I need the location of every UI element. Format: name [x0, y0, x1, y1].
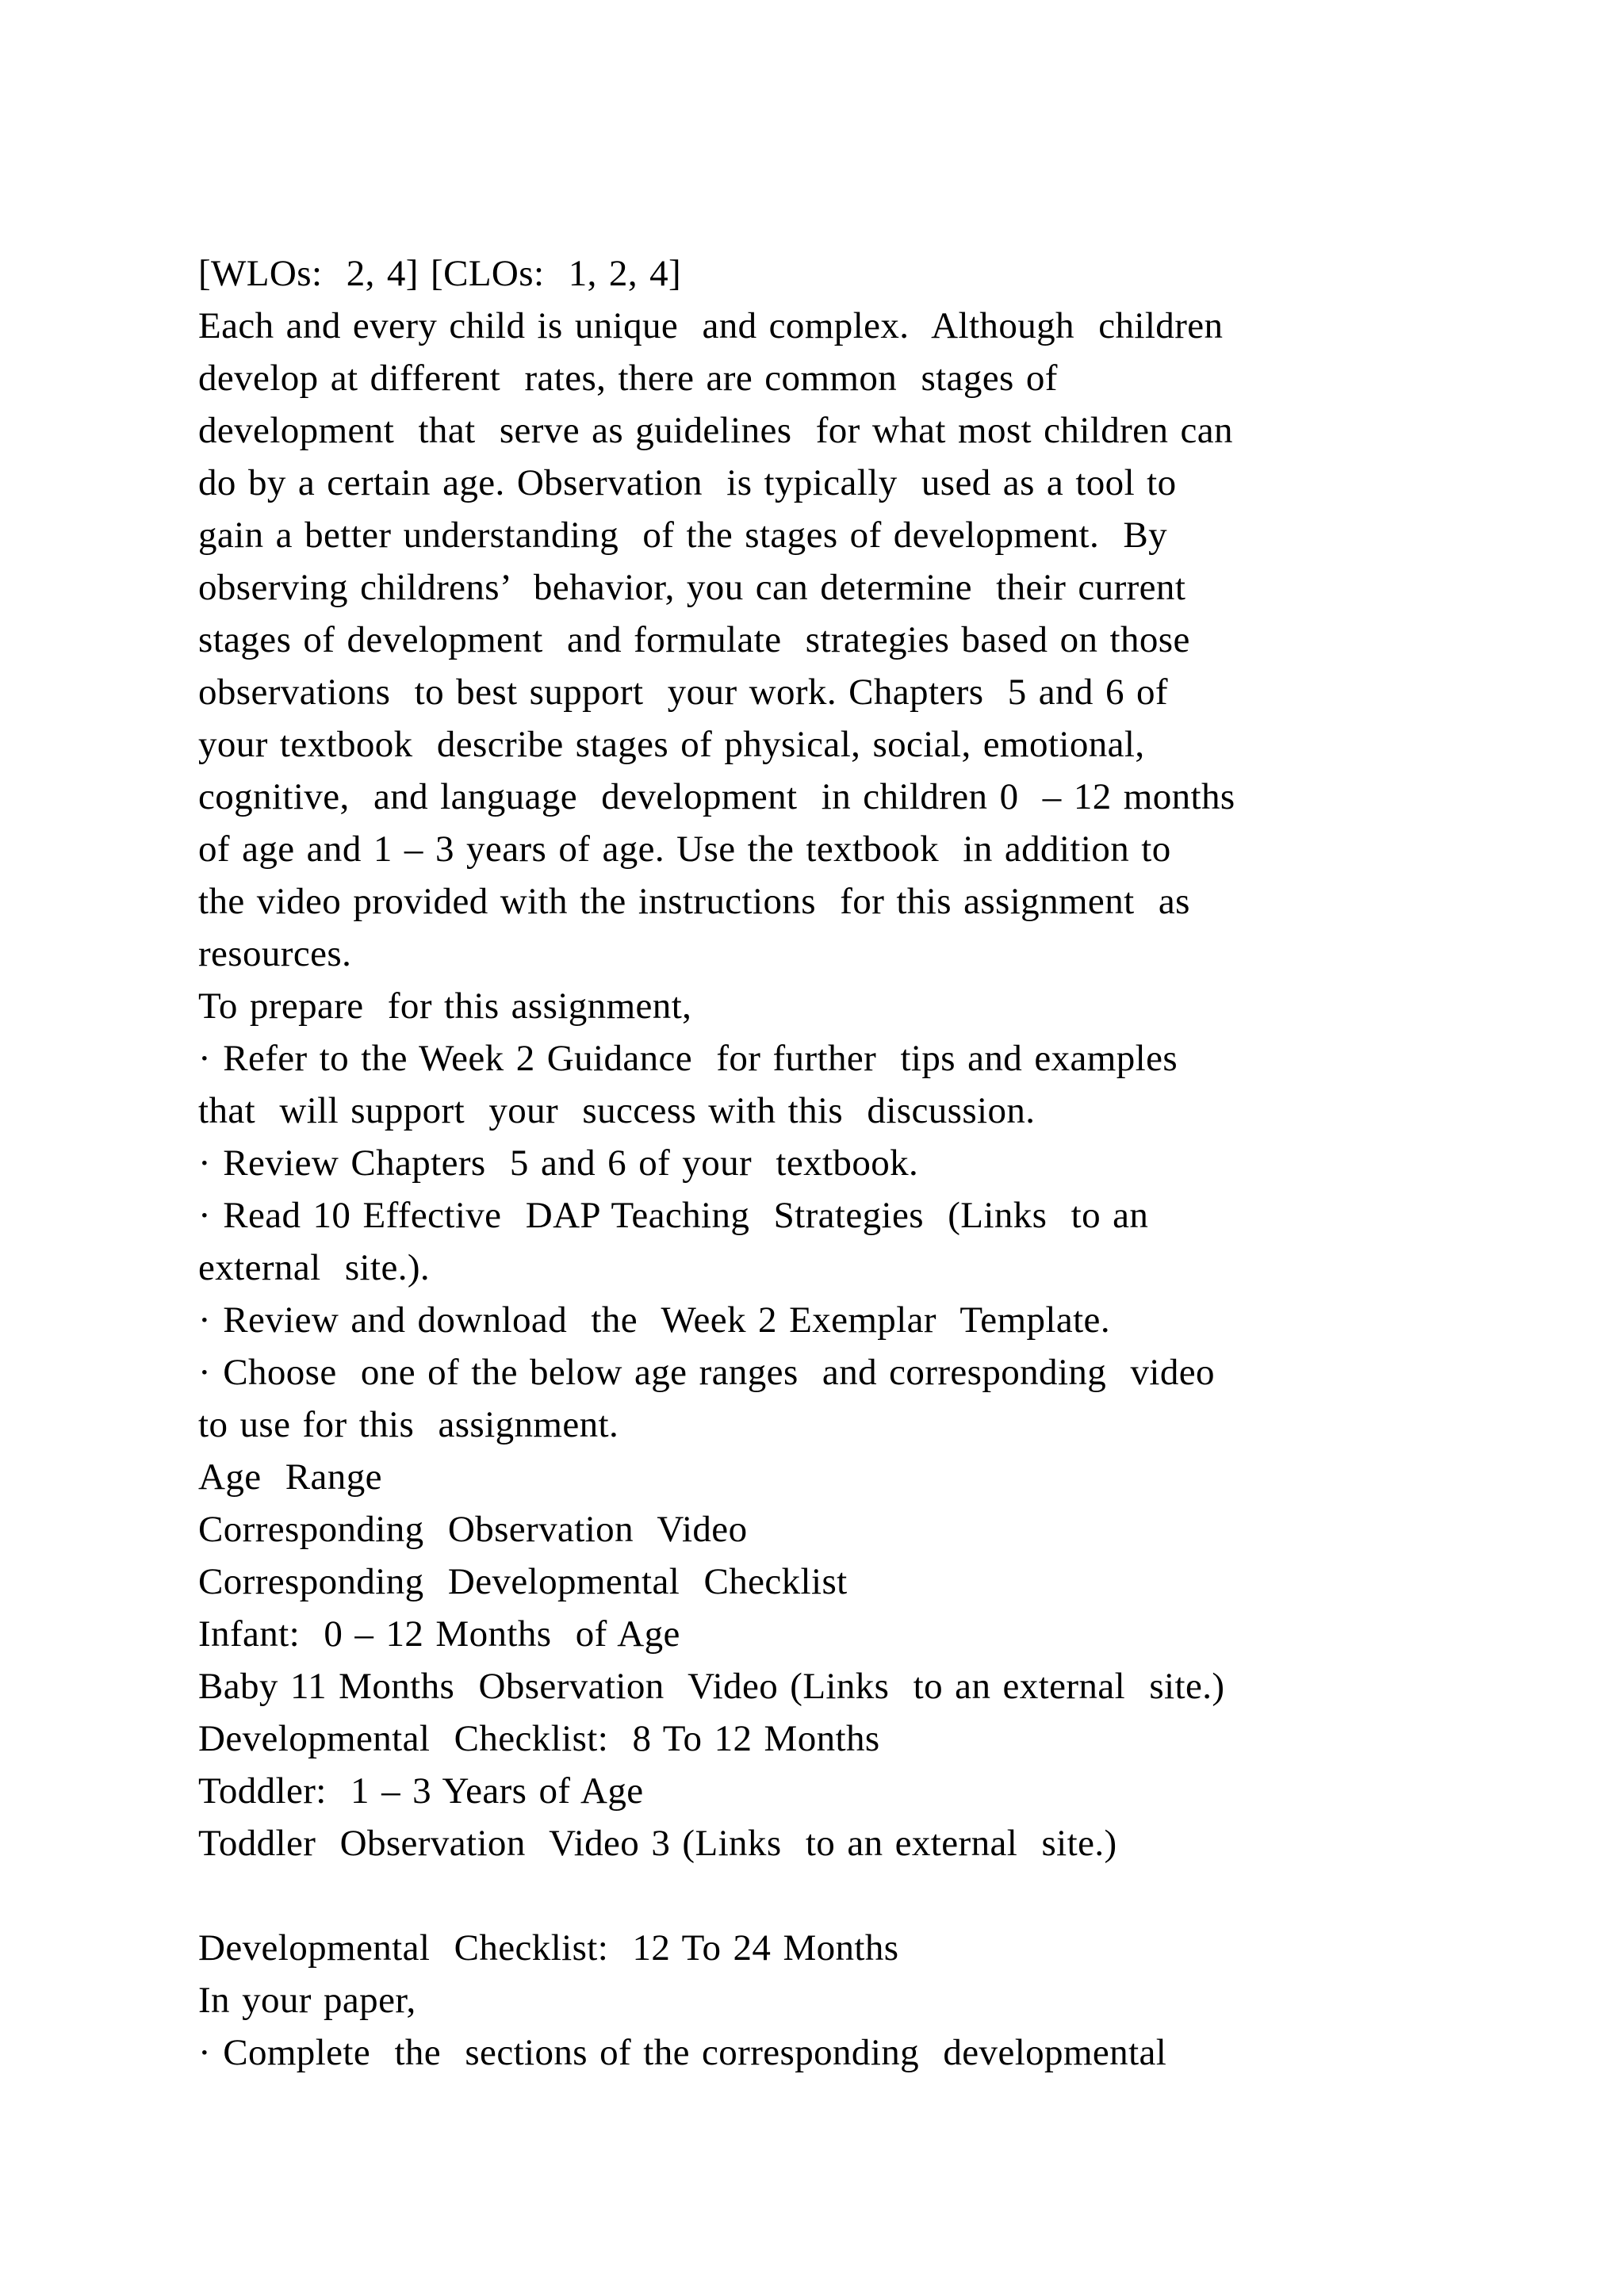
text-line: of age and 1 – 3 years of age. Use the textbook in addition to [198, 828, 1171, 870]
table-header-cell: Corresponding Developmental Checklist [198, 1561, 848, 1602]
text-line: gain a better understanding of the stages of development. By [198, 515, 1168, 556]
table-header-cell: Age Range [198, 1456, 382, 1498]
text-line: [WLOs: 2, 4] [CLOs: 1, 2, 4] [198, 253, 682, 294]
bullet-item: · Read 10 Effective DAP Teaching Strategies (Links to an [198, 1195, 1149, 1236]
text-line: observations to best support your work. Chapters 5 and 6 of [198, 672, 1168, 713]
text-line: stages of development and formulate strategies based on those [198, 619, 1190, 660]
table-cell: Toddler: 1 – 3 Years of Age [198, 1770, 644, 1812]
table-cell: Developmental Checklist: 12 To 24 Months [198, 1927, 899, 1969]
table-cell: Infant: 0 – 12 Months of Age [198, 1613, 680, 1655]
text-line: that will support your success with this discussion. [198, 1090, 1036, 1131]
bullet-item: · Review and download the Week 2 Exemplar Template. [198, 1299, 1110, 1341]
bullet-item: · Refer to the Week 2 Guidance for further tips and examples [198, 1038, 1178, 1079]
blank-line [198, 1869, 1515, 1922]
bullet-item: · Choose one of the below age ranges and corresponding video [198, 1352, 1215, 1393]
table-header-cell: Corresponding Observation Video [198, 1509, 748, 1550]
table-cell: Baby 11 Months Observation Video (Links to an external site.) [198, 1666, 1225, 1707]
text-line: your textbook describe stages of physical, social, emotional, [198, 724, 1145, 765]
text-line: Each and every child is unique and complex. Although children [198, 305, 1224, 346]
text-line: do by a certain age. Observation is typically used as a tool to [198, 462, 1177, 503]
table-cell: Toddler Observation Video 3 (Links to an external site.) [198, 1823, 1117, 1864]
text-line: resources. [198, 933, 352, 974]
table-cell: Developmental Checklist: 8 To 12 Months [198, 1718, 880, 1759]
text-line: external site.). [198, 1247, 431, 1288]
text-line: to use for this assignment. [198, 1404, 619, 1445]
text-line: the video provided with the instructions for this assignment as [198, 881, 1190, 922]
text-line: development that serve as guidelines for what most children can [198, 410, 1233, 451]
bullet-item: · Review Chapters 5 and 6 of your textbook. [198, 1142, 919, 1184]
text-line: In your paper, [198, 1980, 416, 2021]
text-line: cognitive, and language development in children 0 – 12 months [198, 776, 1235, 817]
text-line: To prepare for this assignment, [198, 985, 692, 1027]
bullet-item: · Complete the sections of the corresponding developmental [198, 2032, 1167, 2073]
document-body [198, 247, 1515, 2079]
text-line: observing childrens’ behavior, you can determine their current [198, 567, 1186, 608]
text-line: develop at different rates, there are common stages of [198, 358, 1058, 399]
